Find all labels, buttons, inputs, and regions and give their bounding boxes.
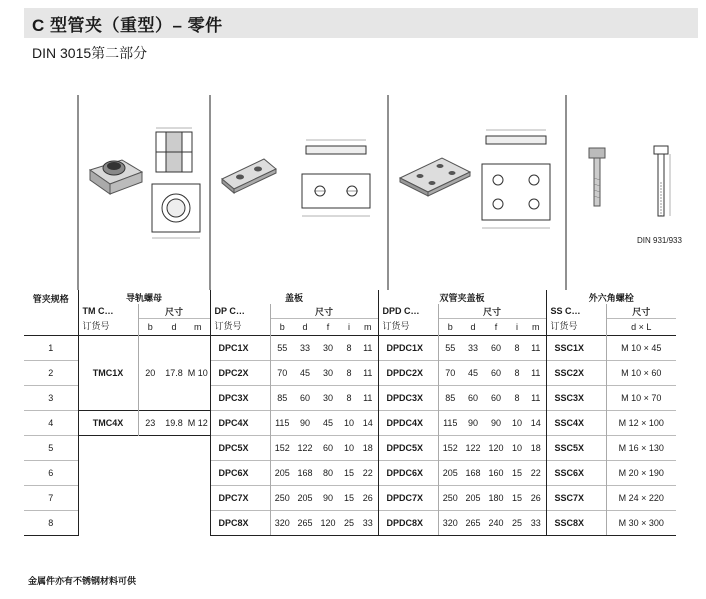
- cell-tm-d: 19.8: [162, 411, 186, 436]
- cell-dp-f: 80: [316, 461, 340, 486]
- cell-dp-code: DPC2X: [210, 361, 270, 386]
- cell-dp-d: 168: [294, 461, 316, 486]
- header-dp-dims: 尺寸: [270, 304, 378, 319]
- cell-dpd-b: 55: [438, 336, 462, 361]
- header-dpd-order: 订货号: [378, 319, 438, 336]
- cell-ss-code: SSC7X: [546, 486, 606, 511]
- header-tm-m: m: [186, 319, 210, 336]
- cell-dp-m: 22: [358, 461, 378, 486]
- parts-table: [24, 290, 676, 536]
- cell-dp-f: 30: [316, 361, 340, 386]
- cell-tm-m: M 10: [186, 336, 210, 411]
- cell-dpd-m: 18: [526, 436, 546, 461]
- header-tm-code: TM C…: [78, 304, 138, 319]
- cell-dpd-f: 240: [484, 511, 508, 536]
- cell-dpd-m: 11: [526, 386, 546, 411]
- cell-dpd-f: 60: [484, 361, 508, 386]
- cell-dpd-i: 10: [508, 436, 526, 461]
- cell-tm-code: TMC1X: [78, 336, 138, 411]
- cell-dp-f: 45: [316, 411, 340, 436]
- cell-dpd-m: 33: [526, 511, 546, 536]
- cell-dpd-d: 122: [462, 436, 484, 461]
- cell-dp-m: 11: [358, 336, 378, 361]
- cell-dpd-d: 33: [462, 336, 484, 361]
- cell-dpd-m: 11: [526, 336, 546, 361]
- cell-dpd-code: DPDC6X: [378, 461, 438, 486]
- header-dpd-dims: 尺寸: [438, 304, 546, 319]
- cell-tm-m: M 12: [186, 411, 210, 436]
- cell-dp-i: 15: [340, 486, 358, 511]
- cell-dpd-i: 8: [508, 361, 526, 386]
- cell-dpd-d: 205: [462, 486, 484, 511]
- cell-dp-b: 320: [270, 511, 294, 536]
- cell-dpd-f: 60: [484, 336, 508, 361]
- cell-dp-f: 60: [316, 436, 340, 461]
- header-dpd-i: i: [508, 319, 526, 336]
- table-row: [24, 436, 676, 461]
- cell-dpd-d: 168: [462, 461, 484, 486]
- cell-dpd-i: 10: [508, 411, 526, 436]
- cell-tm-d: 17.8: [162, 336, 186, 411]
- cell-dpd-i: 8: [508, 336, 526, 361]
- cell-dp-i: 8: [340, 336, 358, 361]
- header-dp-order: 订货号: [210, 319, 270, 336]
- header-double-cover-plate: 双管夹盖板: [378, 290, 546, 304]
- header-clamp-size: 管夹规格: [32, 294, 69, 304]
- header-ss-order: 订货号: [546, 319, 606, 336]
- cell-dp-m: 33: [358, 511, 378, 536]
- cell-dpd-m: 22: [526, 461, 546, 486]
- header-tm-d: d: [162, 319, 186, 336]
- cell-dp-b: 115: [270, 411, 294, 436]
- cell-dpd-f: 90: [484, 411, 508, 436]
- cell-dpd-i: 15: [508, 461, 526, 486]
- cell-dp-m: 14: [358, 411, 378, 436]
- cell-dpd-m: 11: [526, 361, 546, 386]
- table-row: [24, 411, 676, 436]
- cell-size: 4: [24, 411, 78, 436]
- cell-dp-b: 85: [270, 386, 294, 411]
- header-ss-dxl: d × L: [606, 319, 676, 336]
- cell-dp-d: 33: [294, 336, 316, 361]
- cell-dp-code: DPC6X: [210, 461, 270, 486]
- cell-dp-m: 26: [358, 486, 378, 511]
- cell-dpd-code: DPDC8X: [378, 511, 438, 536]
- cell-size: 2: [24, 361, 78, 386]
- header-dpd-code: DPD C…: [378, 304, 438, 319]
- cell-dpd-d: 265: [462, 511, 484, 536]
- cell-dp-code: DPC5X: [210, 436, 270, 461]
- cell-ss-code: SSC1X: [546, 336, 606, 361]
- header-dpd-f: f: [484, 319, 508, 336]
- cell-ss-code: SSC5X: [546, 436, 606, 461]
- cell-dpd-code: DPDC5X: [378, 436, 438, 461]
- cell-size: 1: [24, 336, 78, 361]
- cell-dp-code: DPC4X: [210, 411, 270, 436]
- table-row: [24, 336, 676, 361]
- cell-dp-m: 11: [358, 386, 378, 411]
- cell-ss-code: SSC3X: [546, 386, 606, 411]
- cell-dp-i: 8: [340, 386, 358, 411]
- cell-ss-dxl: M 10 × 45: [606, 336, 676, 361]
- header-ss-dims: 尺寸: [606, 304, 676, 319]
- cell-dp-b: 55: [270, 336, 294, 361]
- header-dp-m: m: [358, 319, 378, 336]
- cell-size: 6: [24, 461, 78, 486]
- cell-ss-dxl: M 24 × 220: [606, 486, 676, 511]
- cell-dpd-code: DPDC7X: [378, 486, 438, 511]
- cell-dpd-f: 120: [484, 436, 508, 461]
- cell-ss-dxl: M 16 × 130: [606, 436, 676, 461]
- cell-dp-m: 11: [358, 361, 378, 386]
- cell-size: 7: [24, 486, 78, 511]
- cell-dp-i: 10: [340, 411, 358, 436]
- header-hex-bolt: 外六角螺栓: [546, 290, 676, 304]
- cell-ss-code: SSC2X: [546, 361, 606, 386]
- cell-dpd-m: 14: [526, 411, 546, 436]
- cell-dpd-b: 152: [438, 436, 462, 461]
- cell-size: 3: [24, 386, 78, 411]
- cell-dp-f: 120: [316, 511, 340, 536]
- cell-dpd-f: 160: [484, 461, 508, 486]
- cell-ss-dxl: M 20 × 190: [606, 461, 676, 486]
- cell-tm-empty: [78, 436, 210, 536]
- cell-size: 8: [24, 511, 78, 536]
- cell-dpd-d: 45: [462, 361, 484, 386]
- cell-dp-b: 250: [270, 486, 294, 511]
- cell-dpd-b: 70: [438, 361, 462, 386]
- cover-plate-image: [218, 155, 280, 195]
- cell-dp-f: 30: [316, 336, 340, 361]
- cell-dpd-d: 60: [462, 386, 484, 411]
- hex-bolt-drawing: [650, 142, 674, 222]
- header-cover-plate: 盖板: [210, 290, 378, 304]
- cell-dpd-b: 250: [438, 486, 462, 511]
- header-dpd-b: b: [438, 319, 462, 336]
- cell-dp-code: DPC7X: [210, 486, 270, 511]
- cell-ss-code: SSC4X: [546, 411, 606, 436]
- cell-dp-i: 10: [340, 436, 358, 461]
- cell-ss-dxl: M 12 × 100: [606, 411, 676, 436]
- cell-ss-dxl: M 10 × 70: [606, 386, 676, 411]
- cell-dp-d: 90: [294, 411, 316, 436]
- cell-ss-code: SSC6X: [546, 461, 606, 486]
- header-tm-dims: 尺寸: [138, 304, 210, 319]
- cell-dp-d: 122: [294, 436, 316, 461]
- cell-dpd-code: DPDC4X: [378, 411, 438, 436]
- rail-nut-drawing: [148, 124, 208, 244]
- cell-dpd-i: 8: [508, 386, 526, 411]
- header-dp-d: d: [294, 319, 316, 336]
- cell-dpd-d: 90: [462, 411, 484, 436]
- header-tm-b: b: [138, 319, 162, 336]
- footer-note: 金属件亦有不锈钢材料可供: [28, 576, 137, 586]
- cell-dp-d: 60: [294, 386, 316, 411]
- cell-tm-b: 20: [138, 336, 162, 411]
- header-tm-order: 订货号: [78, 319, 138, 336]
- cell-tm-b: 23: [138, 411, 162, 436]
- header-ss-code: SS C…: [546, 304, 606, 319]
- header-dp-b: b: [270, 319, 294, 336]
- rail-nut-image: [84, 150, 146, 200]
- header-dpd-d: d: [462, 319, 484, 336]
- cell-dpd-b: 205: [438, 461, 462, 486]
- cell-dp-d: 45: [294, 361, 316, 386]
- cell-dp-f: 30: [316, 386, 340, 411]
- cell-dp-code: DPC1X: [210, 336, 270, 361]
- cell-tm-code: TMC4X: [78, 411, 138, 436]
- cell-dp-m: 18: [358, 436, 378, 461]
- cell-dp-code: DPC8X: [210, 511, 270, 536]
- cell-size: 5: [24, 436, 78, 461]
- cell-dpd-i: 15: [508, 486, 526, 511]
- cell-dp-d: 265: [294, 511, 316, 536]
- din-standard-label: DIN 931/933: [637, 236, 682, 245]
- cover-plate-drawing: [298, 136, 378, 226]
- cell-dpd-code: DPDC2X: [378, 361, 438, 386]
- cell-dp-b: 70: [270, 361, 294, 386]
- cell-dp-b: 152: [270, 436, 294, 461]
- hex-bolt-image: [586, 146, 610, 210]
- cell-dp-i: 25: [340, 511, 358, 536]
- cell-dpd-f: 60: [484, 386, 508, 411]
- double-cover-plate-drawing: [478, 124, 558, 234]
- cell-dpd-b: 115: [438, 411, 462, 436]
- header-dpd-m: m: [526, 319, 546, 336]
- cell-dp-i: 15: [340, 461, 358, 486]
- cell-dp-code: DPC3X: [210, 386, 270, 411]
- page-subtitle: DIN 3015第二部分: [32, 45, 148, 61]
- cell-ss-code: SSC8X: [546, 511, 606, 536]
- header-dp-code: DP C…: [210, 304, 270, 319]
- header-dp-i: i: [340, 319, 358, 336]
- cell-dpd-f: 180: [484, 486, 508, 511]
- cell-dp-i: 8: [340, 361, 358, 386]
- cell-dp-d: 205: [294, 486, 316, 511]
- cell-dp-b: 205: [270, 461, 294, 486]
- double-cover-plate-image: [396, 152, 474, 202]
- cell-dpd-code: DPDC3X: [378, 386, 438, 411]
- cell-dpd-b: 85: [438, 386, 462, 411]
- cell-dpd-code: DPDC1X: [378, 336, 438, 361]
- header-rail-nut: 导轨螺母: [78, 290, 210, 304]
- cell-dpd-i: 25: [508, 511, 526, 536]
- page-title: C 型管夹（重型）– 零件: [32, 16, 223, 35]
- cell-ss-dxl: M 10 × 60: [606, 361, 676, 386]
- cell-dpd-m: 26: [526, 486, 546, 511]
- cell-dpd-b: 320: [438, 511, 462, 536]
- cell-dp-f: 90: [316, 486, 340, 511]
- cell-ss-dxl: M 30 × 300: [606, 511, 676, 536]
- header-dp-f: f: [316, 319, 340, 336]
